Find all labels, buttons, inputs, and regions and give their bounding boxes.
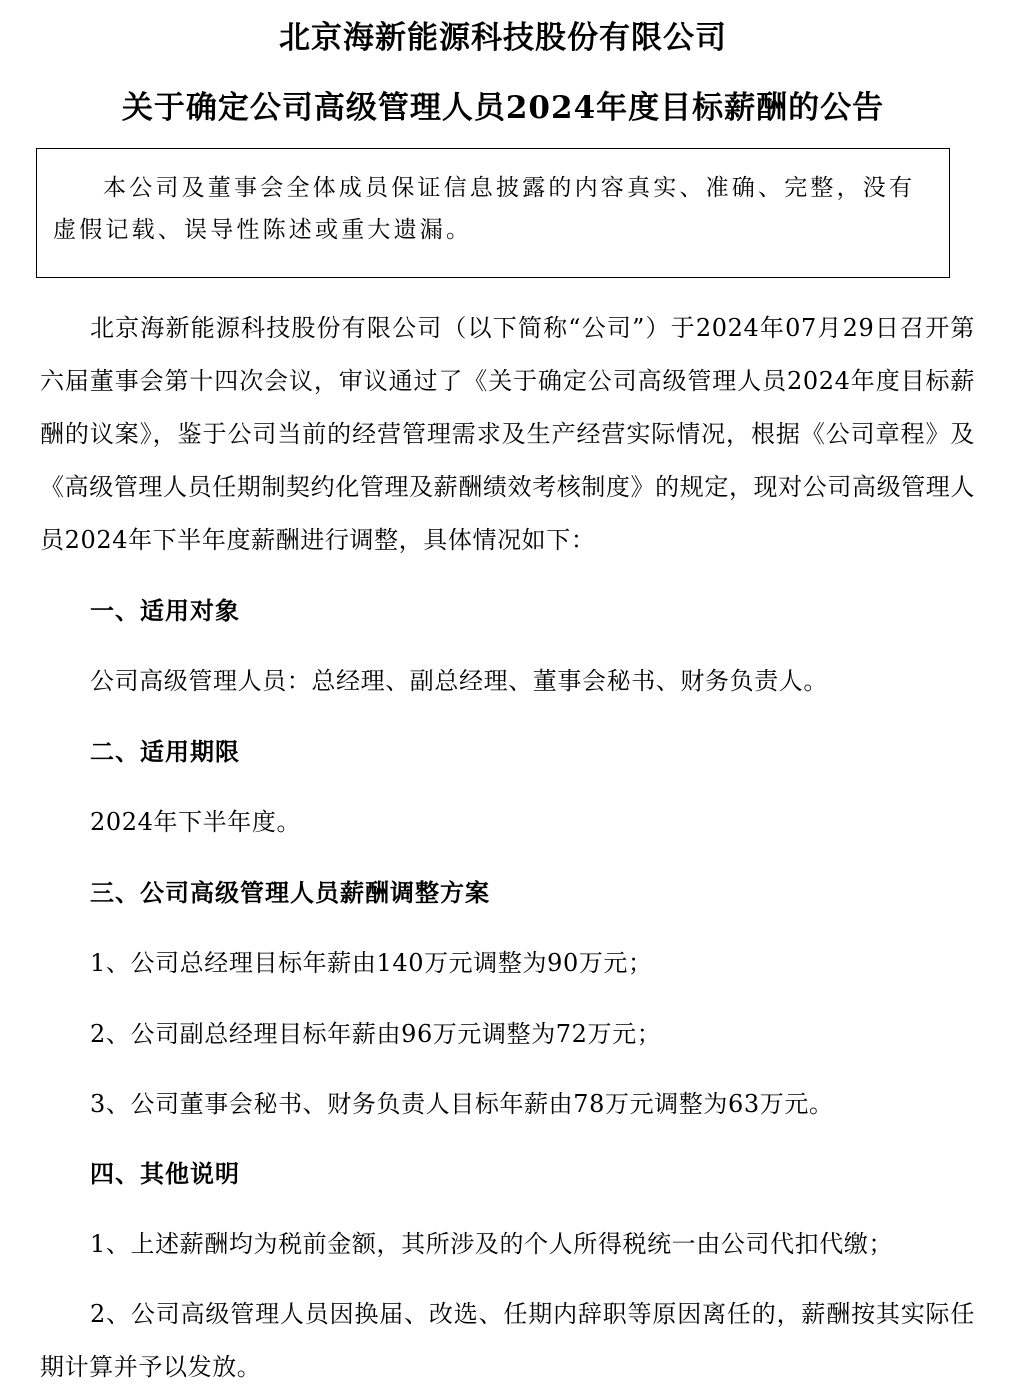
company-title: 北京海新能源科技股份有限公司 [279,20,727,56]
other-item-1: 1、上述薪酬均为税前金额，其所涉及的个人所得税统一由公司代扣代缴； [90,1230,894,1258]
other-item-2: 2、公司高级管理人员因换届、改选、任期内辞职等原因离任的，薪酬按其实际任期计算并予以发放。 [40,1300,975,1381]
plan-item-3: 3、公司董事会秘书、财务负责人目标年薪由78万元调整为63万元。 [90,1090,834,1118]
scope-text: 公司高级管理人员：总经理、副总经理、董事会秘书、财务负责人。 [90,667,828,695]
section-heading-plan: 三、公司高级管理人员薪酬调整方案 [90,879,490,907]
section-heading-scope: 一、适用对象 [90,597,240,625]
disclaimer-text: 本公司及董事会全体成员保证信息披露的内容真实、准确、完整，没有虚假记载、误导性陈述或重大遗漏。 [53,175,916,243]
intro-paragraph: 北京海新能源科技股份有限公司（以下简称“公司”）于2024年07月29日召开第六届董事会第十四次会议，审议通过了《关于确定公司高级管理人员2024年度目标薪酬的议案》，鉴于公司当前的经营管理需求及生产经营实际情况，根据《公司章程》及《高级管理人员任期制契约化管理及薪酬绩效考核制度》的规定，现对公司高级管理人员2024年下半年度薪酬进行调整，具体情况如下： [40,314,975,554]
section-heading-other: 四、其他说明 [90,1160,240,1188]
announcement-title: 关于确定公司高级管理人员2024年度目标薪酬的公告 [121,90,885,126]
period-text: 2024年下半年度。 [90,808,302,836]
plan-item-1: 1、公司总经理目标年薪由140万元调整为90万元； [90,949,653,977]
plan-item-2: 2、公司副总经理目标年薪由96万元调整为72万元； [90,1020,662,1048]
disclaimer-box [36,148,950,278]
section-heading-period: 二、适用期限 [90,738,240,766]
